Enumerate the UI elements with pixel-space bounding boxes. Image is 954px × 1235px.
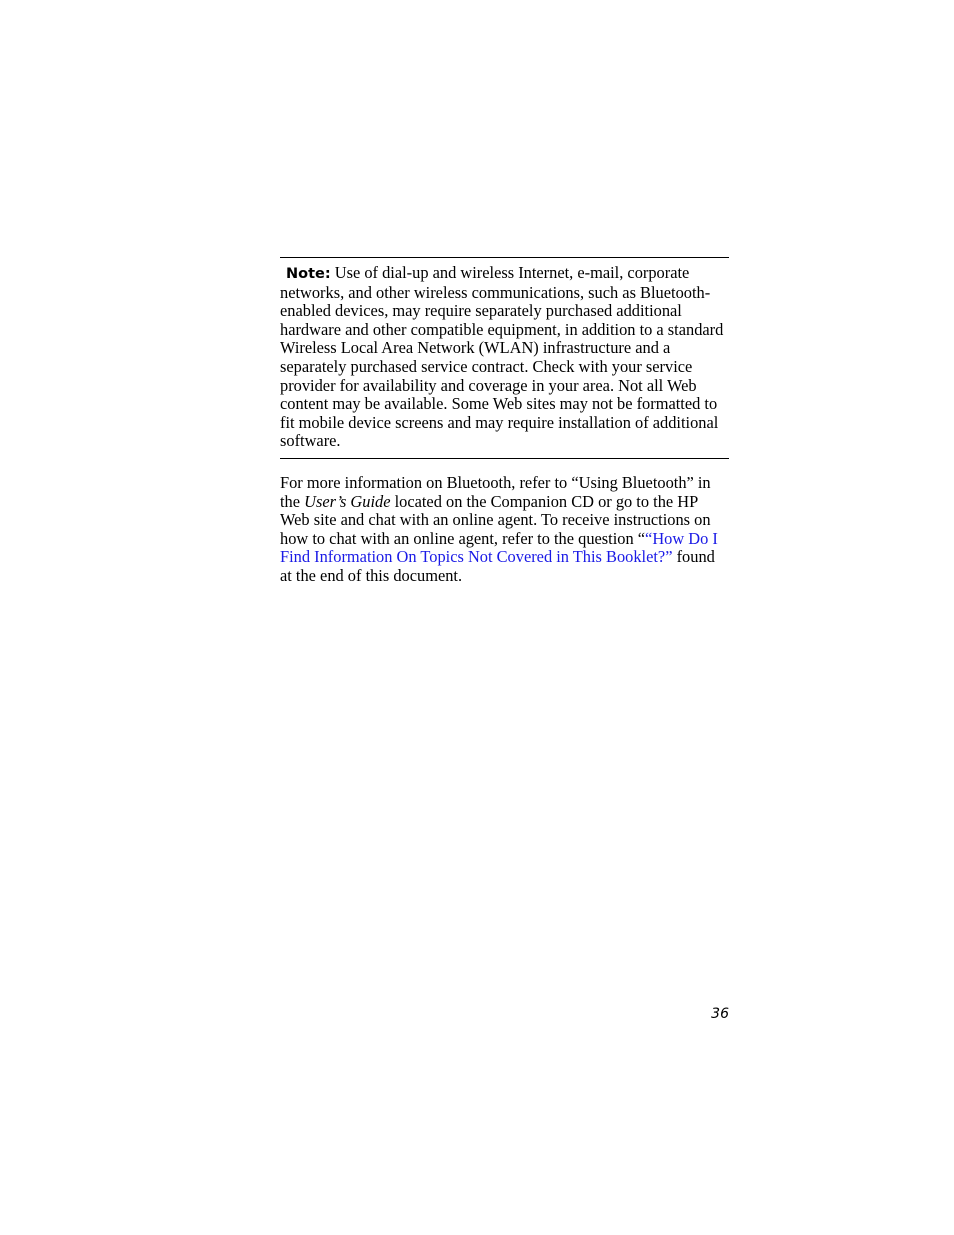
note-block (280, 264, 729, 451)
note-text: Use of dial-up and wireless Internet, e-mail, corporate networks, and other wireless communications, such as Bluetooth-enabled devices, may require separately purchased additional hardware and other compatible equipment, in addition to a standard Wireless Local Area Network (WLAN) infrastructure and a separately purchased service contract. Check with your service provider for availability and coverage in your area. Not all Web content may be available. Some Web sites may not be formatted to fit mobile device screens and may require installation of additional software. (280, 263, 724, 451)
topics-not-covered-link[interactable]: “How Do I Find Information On Topics Not Covered in This Booklet?” (280, 528, 718, 567)
paragraph-text-2: located on the Companion CD or go to the HP Web site and chat with an online agent. To receive instructions on how to chat with an online agent, refer to the question “ (280, 491, 711, 548)
paragraph-text-1: For more information on Bluetooth, refer to “Using Bluetooth” in the (280, 473, 711, 511)
paragraph-text-3: found at the end of this document. (280, 547, 715, 585)
note-top-rule (280, 257, 729, 258)
bluetooth-info-paragraph (280, 474, 729, 586)
page-number: 36 (711, 1006, 729, 1022)
note-label: Note: (286, 266, 331, 282)
users-guide-title: User’s Guide (304, 491, 391, 511)
note-bottom-rule (280, 458, 729, 459)
